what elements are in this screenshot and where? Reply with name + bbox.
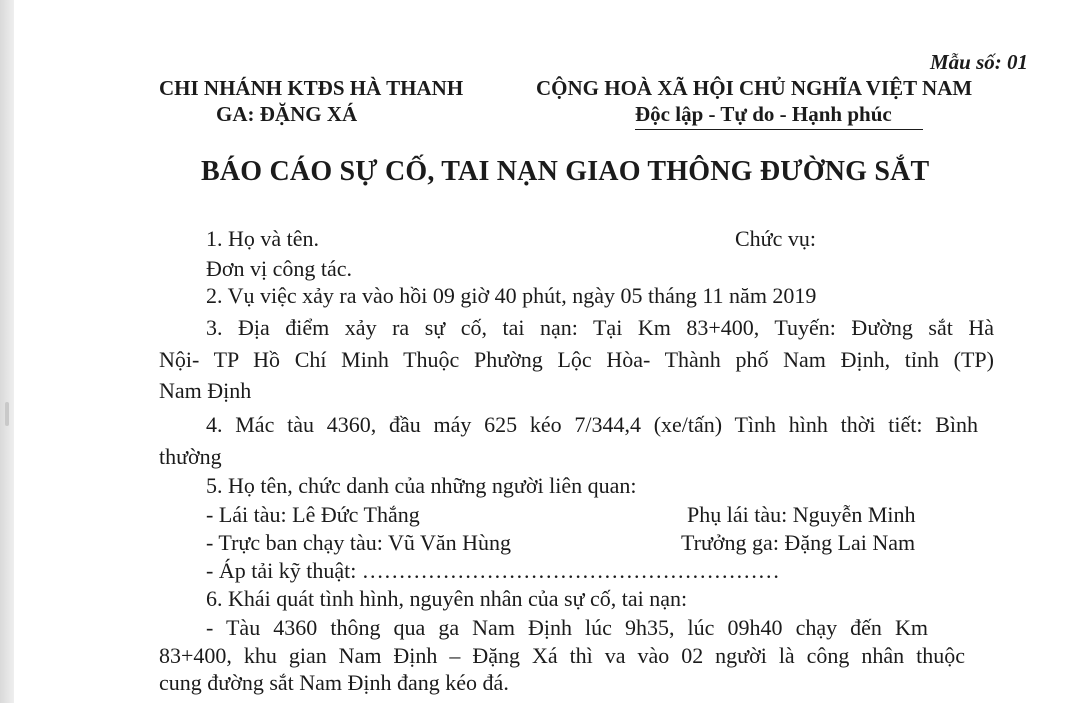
name-label: 1. Họ và tên. bbox=[206, 226, 320, 251]
form-number: Mẫu số: 01 bbox=[929, 50, 1028, 74]
train-info-line-1: 4. Mác tàu 4360, đầu máy 625 kéo 7/344,4 (xe/tấn) Tình hình thời tiết: Bình bbox=[206, 412, 978, 437]
people-heading: 5. Họ tên, chức danh của những người liên quan: bbox=[206, 473, 637, 498]
document-page bbox=[14, 0, 1080, 703]
organization-name: CHI NHÁNH KTĐS HÀ THANH bbox=[159, 76, 464, 100]
summary-line-1: - Tàu 4360 thông qua ga Nam Định lúc 9h35, lúc 09h40 chạy đến Km bbox=[206, 615, 928, 640]
position-label: Chức vụ: bbox=[735, 226, 816, 251]
location-line-1: 3. Địa điểm xảy ra sự cố, tai nạn: Tại Km 83+400, Tuyến: Đường sắt Hà bbox=[206, 315, 994, 340]
page-edge bbox=[0, 0, 14, 703]
national-motto: Độc lập - Tự do - Hạnh phúc bbox=[635, 102, 892, 126]
summary-heading: 6. Khái quát tình hình, nguyên nhân của sự cố, tai nạn: bbox=[206, 586, 688, 611]
document-title: BÁO CÁO SỰ CỐ, TAI NẠN GIAO THÔNG ĐƯỜNG SẮT bbox=[201, 156, 930, 187]
station-name: GA: ĐẶNG XÁ bbox=[216, 102, 358, 126]
unit-label: Đơn vị công tác. bbox=[206, 256, 353, 281]
summary-line-2: 83+400, khu gian Nam Định – Đặng Xá thì va vào 02 người là công nhân thuộc bbox=[159, 643, 965, 668]
nation-heading: CỘNG HOÀ XÃ HỘI CHỦ NGHĨA VIỆT NAM bbox=[536, 76, 973, 100]
scroll-marker bbox=[5, 402, 9, 426]
dispatcher-entry: - Trực ban chạy tàu: Vũ Văn Hùng bbox=[206, 530, 512, 555]
train-info-line-2: thường bbox=[159, 444, 222, 469]
station-master-entry: Trưởng ga: Đặng Lai Nam bbox=[681, 530, 916, 555]
location-line-3: Nam Định bbox=[159, 378, 252, 403]
location-line-2: Nội- TP Hồ Chí Minh Thuộc Phường Lộc Hòa- Thành phố Nam Định, tỉnh (TP) bbox=[159, 347, 994, 372]
summary-line-3: cung đường sắt Nam Định đang kéo đá. bbox=[159, 670, 509, 695]
assistant-driver-entry: Phụ lái tàu: Nguyễn Minh bbox=[687, 502, 916, 527]
technical-escort-entry: - Áp tải kỹ thuật: ………………………………………………… bbox=[206, 558, 780, 583]
motto-underline bbox=[635, 129, 923, 130]
driver-entry: - Lái tàu: Lê Đức Thắng bbox=[206, 502, 420, 527]
incident-time: 2. Vụ việc xảy ra vào hồi 09 giờ 40 phút, ngày 05 tháng 11 năm 2019 bbox=[206, 283, 817, 308]
